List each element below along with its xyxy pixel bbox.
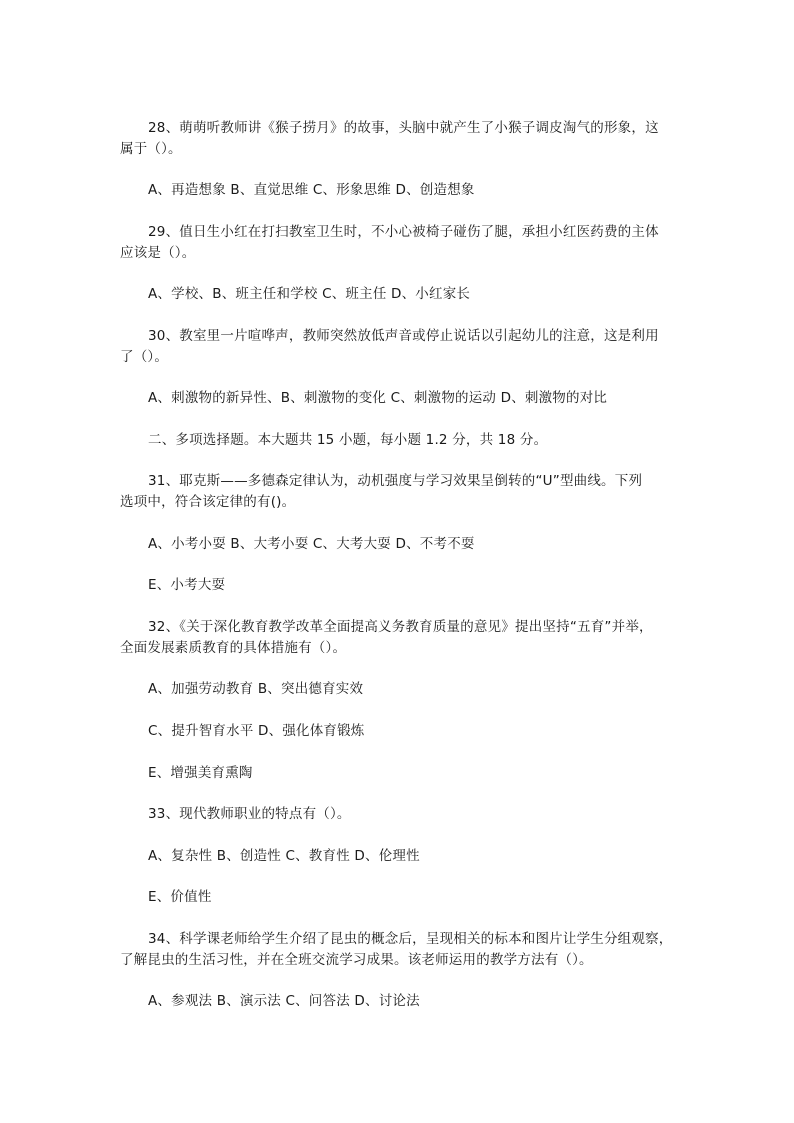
q32-options-c-d: C、提升智育水平 D、强化体育锻炼 [148, 723, 365, 739]
q31-stem-line2: 选项中，符合该定律的有()。 [120, 494, 296, 510]
q33-stem: 33、现代教师职业的特点有（）。 [148, 806, 351, 822]
q29-stem-line1: 29、值日生小红在打扫教室卫生时，不小心被椅子碰伤了腿，承担小红医药费的主体 [148, 224, 659, 240]
q30-stem-line2: 了（）。 [120, 349, 169, 365]
q34-stem-line2: 了解昆虫的生活习性，并在全班交流学习成果。该老师运用的教学方法有（）。 [120, 952, 593, 968]
q32-stem-line2: 全面发展素质教育的具体措施有（）。 [120, 640, 347, 656]
q31-option-e: E、小考大耍 [148, 577, 226, 593]
q28-stem-line1: 28、萌萌听教师讲《猴子捞月》的故事，头脑中就产生了小猴子调皮淘气的形象，这 [148, 120, 659, 136]
q28-stem-line2: 属于（）。 [120, 141, 182, 157]
q33-options-a-d: A、复杂性 B、创造性 C、教育性 D、伦理性 [148, 848, 420, 864]
section-heading-multiple-choice: 二、多项选择题。本大题共 15 小题，每小题 1.2 分，共 18 分。 [148, 432, 548, 448]
q28-options: A、再造想象 B、直觉思维 C、形象思维 D、创造想象 [148, 182, 475, 198]
q29-options: A、学校、B、班主任和学校 C、班主任 D、小红家长 [148, 286, 471, 302]
q32-stem-line1: 32、《关于深化教育教学改革全面提高义务教育质量的意见》提出坚持“五育”并举， [148, 619, 653, 635]
q32-option-e: E、增强美育熏陶 [148, 765, 253, 781]
q30-options: A、刺激物的新异性、B、刺激物的变化 C、刺激物的运动 D、刺激物的对比 [148, 390, 608, 406]
q32-options-a-b: A、加强劳动教育 B、突出德育实效 [148, 681, 364, 697]
q34-options: A、参观法 B、演示法 C、问答法 D、讨论法 [148, 993, 420, 1009]
q30-stem-line1: 30、教室里一片喧哗声，教师突然放低声音或停止说话以引起幼儿的注意，这是利用 [148, 328, 659, 344]
q31-stem-line1: 31、耶克斯——多德森定律认为，动机强度与学习效果呈倒转的“U”型曲线。下列 [148, 473, 643, 489]
q34-stem-line1: 34、科学课老师给学生介绍了昆虫的概念后，呈现相关的标本和图片让学生分组观察， [148, 931, 673, 947]
q29-stem-line2: 应该是（）。 [120, 245, 196, 261]
q33-option-e: E、价值性 [148, 889, 212, 905]
q31-options-a-d: A、小考小耍 B、大考小耍 C、大考大耍 D、不考不耍 [148, 536, 475, 552]
